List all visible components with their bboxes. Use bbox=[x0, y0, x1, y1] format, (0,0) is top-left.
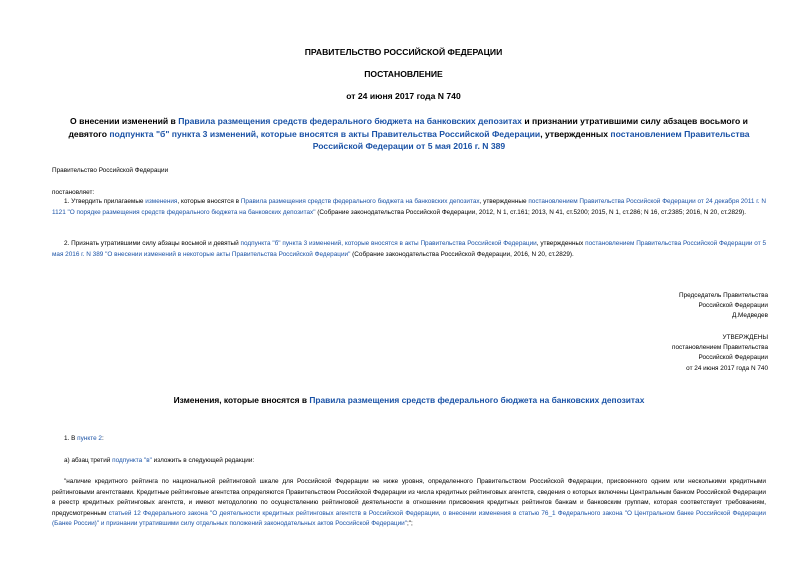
approval-line-3: Российской Федерации bbox=[698, 354, 768, 362]
approval-heading: УТВЕРЖДЕНЫ bbox=[722, 334, 768, 341]
approval-line-2: постановлением Правительства bbox=[672, 344, 768, 352]
p1-text-a: 1. Утвердить прилагаемые bbox=[64, 198, 146, 205]
p1-text-c: , утвержденные bbox=[479, 198, 529, 205]
signature-position: Председатель Правительства bbox=[679, 292, 768, 299]
paragraph-1 bbox=[52, 197, 766, 218]
p2-text-c: (Собрание законодательства Российской Федерации, 2016, N 20, ст.2829). bbox=[350, 250, 574, 258]
item-1-text-b: : bbox=[101, 435, 104, 442]
approval-date: от 24 июня 2017 года N 740 bbox=[686, 364, 768, 372]
p1-text-b: , которые вносятся в bbox=[177, 198, 241, 205]
item-a-text-a: а) абзац третий bbox=[64, 457, 113, 464]
approval-block bbox=[672, 333, 768, 374]
title-link-subparagraph[interactable]: подпункта "б" пункта 3 изменений, которые вносятся в акты Правительства Российской Федерации bbox=[109, 128, 541, 139]
item-1-text-a: 1. В bbox=[64, 435, 78, 442]
p2-link-subparagraph[interactable]: подпункта "б" пункта 3 изменений, которые вносятся в акты Правительства Российской Федерации bbox=[240, 240, 537, 247]
quote-link-law[interactable]: статьей 12 Федерального закона "О деятельности кредитных рейтинговых агентств в Российской Федерации, о внесении изменения в статью 76_1 Федерального закона "О Центральном банке Российской Федерации (Банке России)" и признании утратившими силу отдельных положений законодательных актов Российской Федерации" bbox=[52, 509, 766, 527]
title-text-1: О внесении изменений в bbox=[70, 116, 179, 126]
signature-name: Д.Медведев bbox=[731, 312, 768, 320]
document-type: ПОСТАНОВЛЕНИЕ bbox=[364, 69, 443, 79]
title-text-3: , утвержденных bbox=[540, 128, 611, 139]
title-link-rules[interactable]: Правила размещения средств федерального бюджета на банковских депозитах bbox=[178, 116, 522, 126]
quoted-text bbox=[52, 477, 766, 530]
government-heading: ПРАВИТЕЛЬСТВО РОССИЙСКОЙ ФЕДЕРАЦИИ bbox=[304, 47, 503, 57]
government-name: Правительство Российской Федерации bbox=[52, 167, 169, 174]
quote-text-a: "наличие кредитного рейтинга по национальной рейтинговой шкале для Российской Федерации не ниже уровня, определенного Правительством Российской Федерации, присвоенного одним или несколькими кредитными рейтинговыми агентствами. Кредитные рейтинговые агентства определяются Правительством Российской Федерации из числа кредитных рейтинговых агентств, сведения о которых включены Центральным банком Российской Федерации в реестр кредитных рейтинговых агентств, и имеют методологию по осуществлению рейтинговой деятельности в отношении присвоения кредитных рейтингов банкам и банковским группам, которая соответствует требованиям, предусмотренным bbox=[52, 478, 766, 517]
p2-text-b: , утвержденных bbox=[536, 240, 586, 247]
item-1-link[interactable]: пункте 2 bbox=[77, 435, 102, 442]
document-title bbox=[52, 115, 766, 153]
p2-link-resolution[interactable]: постановлением Правительства Российской Федерации от 5 мая 2016 г. N 389 "О внесении изменений в некоторые акты Правительства Российской Федерации" bbox=[52, 240, 766, 258]
document-date: от 24 июня 2017 года N 740 bbox=[346, 91, 461, 101]
item-a-link[interactable]: подпункта "в" bbox=[112, 457, 152, 464]
title-link-resolution[interactable]: постановлением Правительства Российской Федерации от 5 мая 2016 г. N 389 bbox=[312, 128, 750, 151]
signature-block bbox=[679, 291, 768, 322]
p2-text-a: 2. Признать утратившими силу абзацы восьмой и девятый bbox=[64, 240, 241, 247]
p1-link-resolution[interactable]: постановлением Правительства Российской Федерации от 24 декабря 2011 г. N 1121 "О порядке размещения средств федерального бюджета на банковских депозитах" bbox=[52, 198, 767, 216]
quote-text-b: ;"; bbox=[407, 520, 413, 527]
item-a bbox=[52, 456, 766, 467]
changes-title-link[interactable]: Правила размещения средств федерального бюджета на банковских депозитах bbox=[309, 395, 645, 405]
changes-title-text: Изменения, которые вносятся в bbox=[173, 395, 310, 405]
decrees-text: постановляет: bbox=[52, 189, 95, 196]
paragraph-2 bbox=[52, 239, 766, 260]
signature-country: Российской Федерации bbox=[698, 302, 768, 310]
item-1 bbox=[52, 434, 766, 445]
title-text-2: и признании утратившими силу абзацев восьмого и девятого bbox=[68, 116, 748, 139]
p1-link-changes[interactable]: изменения bbox=[145, 198, 178, 205]
p1-text-d: (Собрание законодательства Российской Федерации, 2012, N 1, ст.161; 2013, N 41, ст.5200; 2015, N 1, ст.286; N 16, ст.2385; 2016, N 20, ст.2829). bbox=[315, 208, 747, 216]
p1-link-rules[interactable]: Правила размещения средств федерального бюджета на банковских депозитах bbox=[240, 198, 480, 205]
item-a-text-b: изложить в следующей редакции: bbox=[151, 457, 255, 464]
changes-title bbox=[52, 395, 766, 405]
